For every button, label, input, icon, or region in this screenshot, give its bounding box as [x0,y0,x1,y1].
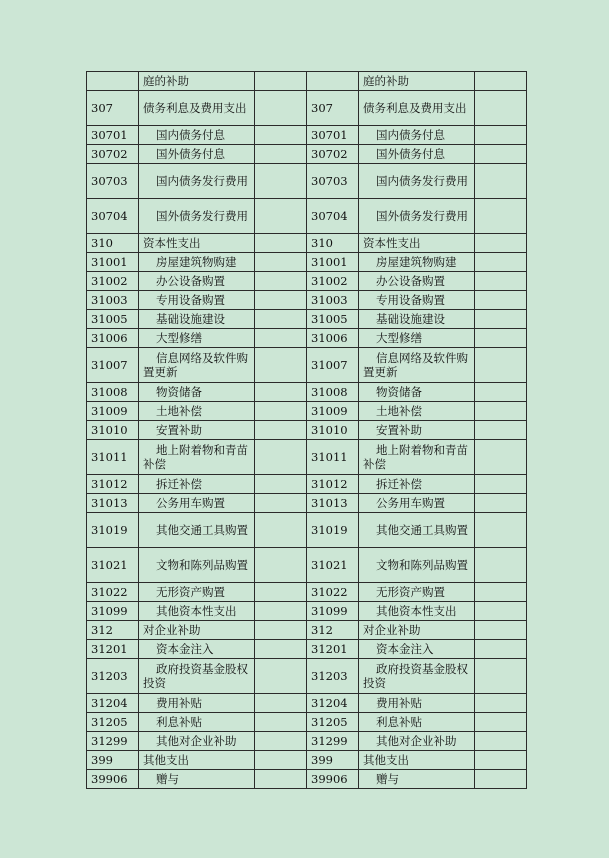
right-blank-cell [475,329,527,348]
left-code-cell: 31008 [87,383,139,402]
table-row [87,475,527,494]
left-code-cell: 31299 [87,732,139,751]
table-row [87,732,527,751]
right-code-cell: 307 [307,91,359,126]
table-row [87,272,527,291]
left-name-cell: 国内债务发行费用 [139,164,255,199]
table-row [87,199,527,234]
right-name-cell: 拆迁补偿 [359,475,475,494]
right-code-cell: 312 [307,621,359,640]
right-code-cell: 31205 [307,713,359,732]
table-row [87,291,527,310]
left-code-cell: 399 [87,751,139,770]
right-blank-cell [475,72,527,91]
right-blank-cell [475,145,527,164]
left-blank-cell [255,713,307,732]
right-name-cell: 债务利息及费用支出 [359,91,475,126]
left-name-cell: 物资储备 [139,383,255,402]
right-name-cell: 政府投资基金股权投资 [359,659,475,694]
right-code-cell: 31299 [307,732,359,751]
left-blank-cell [255,732,307,751]
left-blank-cell [255,640,307,659]
right-code-cell: 30703 [307,164,359,199]
right-blank-cell [475,402,527,421]
left-code-cell: 31011 [87,440,139,475]
left-blank-cell [255,513,307,548]
right-code-cell: 31013 [307,494,359,513]
right-name-cell: 房屋建筑物购建 [359,253,475,272]
right-code-cell: 31099 [307,602,359,621]
right-blank-cell [475,91,527,126]
left-code-cell [87,72,139,91]
left-code-cell: 31022 [87,583,139,602]
right-blank-cell [475,272,527,291]
left-name-cell: 政府投资基金股权投资 [139,659,255,694]
right-blank-cell [475,732,527,751]
left-name-cell: 专用设备购置 [139,291,255,310]
left-blank-cell [255,583,307,602]
table-row [87,513,527,548]
table-row [87,329,527,348]
left-code-cell: 31009 [87,402,139,421]
right-name-cell: 其他交通工具购置 [359,513,475,548]
table-row [87,621,527,640]
left-blank-cell [255,659,307,694]
right-code-cell: 31003 [307,291,359,310]
left-blank-cell [255,751,307,770]
left-name-cell: 对企业补助 [139,621,255,640]
left-blank-cell [255,602,307,621]
right-code-cell: 31005 [307,310,359,329]
table-row [87,145,527,164]
left-blank-cell [255,91,307,126]
left-code-cell: 31002 [87,272,139,291]
left-code-cell: 31201 [87,640,139,659]
left-name-cell: 办公设备购置 [139,272,255,291]
left-blank-cell [255,164,307,199]
left-name-cell: 大型修缮 [139,329,255,348]
right-code-cell: 31201 [307,640,359,659]
left-name-cell: 资本性支出 [139,234,255,253]
left-name-cell: 房屋建筑物购建 [139,253,255,272]
left-blank-cell [255,126,307,145]
table-row [87,234,527,253]
right-blank-cell [475,475,527,494]
table-row [87,694,527,713]
right-blank-cell [475,602,527,621]
left-blank-cell [255,272,307,291]
left-blank-cell [255,770,307,789]
left-blank-cell [255,548,307,583]
right-name-cell: 其他对企业补助 [359,732,475,751]
left-name-cell: 国外债务发行费用 [139,199,255,234]
right-blank-cell [475,421,527,440]
left-blank-cell [255,694,307,713]
expenditure-classification-table [86,71,527,789]
left-name-cell: 安置补助 [139,421,255,440]
left-code-cell: 31001 [87,253,139,272]
left-name-cell: 无形资产购置 [139,583,255,602]
left-name-cell: 庭的补助 [139,72,255,91]
table-row [87,713,527,732]
right-name-cell: 其他支出 [359,751,475,770]
left-name-cell: 文物和陈列品购置 [139,548,255,583]
table-row [87,751,527,770]
left-blank-cell [255,291,307,310]
table-row [87,91,527,126]
table-row [87,164,527,199]
right-blank-cell [475,770,527,789]
right-name-cell: 资本性支出 [359,234,475,253]
right-name-cell: 国外债务付息 [359,145,475,164]
left-blank-cell [255,421,307,440]
right-code-cell: 310 [307,234,359,253]
right-code-cell: 31006 [307,329,359,348]
left-blank-cell [255,329,307,348]
left-blank-cell [255,145,307,164]
left-blank-cell [255,199,307,234]
table-row [87,421,527,440]
table-body [87,72,527,789]
right-blank-cell [475,621,527,640]
left-name-cell: 其他支出 [139,751,255,770]
right-name-cell: 资本金注入 [359,640,475,659]
right-name-cell: 利息补贴 [359,713,475,732]
table-row [87,602,527,621]
left-code-cell: 31203 [87,659,139,694]
left-name-cell: 国外债务付息 [139,145,255,164]
table-row [87,548,527,583]
left-name-cell: 公务用车购置 [139,494,255,513]
right-name-cell: 赠与 [359,770,475,789]
right-blank-cell [475,383,527,402]
right-code-cell: 31007 [307,348,359,383]
left-name-cell: 利息补贴 [139,713,255,732]
right-code-cell [307,72,359,91]
left-code-cell: 31204 [87,694,139,713]
right-name-cell: 国内债务付息 [359,126,475,145]
right-blank-cell [475,583,527,602]
right-blank-cell [475,164,527,199]
left-blank-cell [255,440,307,475]
left-blank-cell [255,475,307,494]
left-name-cell: 土地补偿 [139,402,255,421]
right-code-cell: 31012 [307,475,359,494]
table-row [87,770,527,789]
right-name-cell: 公务用车购置 [359,494,475,513]
left-name-cell: 其他对企业补助 [139,732,255,751]
left-name-cell: 其他资本性支出 [139,602,255,621]
left-code-cell: 31205 [87,713,139,732]
table-row [87,253,527,272]
left-name-cell: 其他交通工具购置 [139,513,255,548]
left-name-cell: 基础设施建设 [139,310,255,329]
table-row [87,310,527,329]
right-code-cell: 31204 [307,694,359,713]
right-blank-cell [475,440,527,475]
right-blank-cell [475,310,527,329]
right-name-cell: 大型修缮 [359,329,475,348]
right-code-cell: 39906 [307,770,359,789]
right-code-cell: 31009 [307,402,359,421]
right-name-cell: 对企业补助 [359,621,475,640]
left-code-cell: 310 [87,234,139,253]
right-name-cell: 国外债务发行费用 [359,199,475,234]
left-blank-cell [255,234,307,253]
table-row [87,640,527,659]
left-blank-cell [255,494,307,513]
right-name-cell: 安置补助 [359,421,475,440]
right-code-cell: 31021 [307,548,359,583]
right-name-cell: 国内债务发行费用 [359,164,475,199]
left-code-cell: 31012 [87,475,139,494]
left-name-cell: 债务利息及费用支出 [139,91,255,126]
right-code-cell: 31002 [307,272,359,291]
right-blank-cell [475,513,527,548]
left-blank-cell [255,72,307,91]
left-name-cell: 费用补贴 [139,694,255,713]
right-blank-cell [475,751,527,770]
right-code-cell: 30704 [307,199,359,234]
left-code-cell: 30702 [87,145,139,164]
left-blank-cell [255,253,307,272]
left-name-cell: 拆迁补偿 [139,475,255,494]
left-code-cell: 31003 [87,291,139,310]
left-code-cell: 30701 [87,126,139,145]
left-code-cell: 31006 [87,329,139,348]
right-blank-cell [475,640,527,659]
table-row [87,402,527,421]
left-name-cell: 赠与 [139,770,255,789]
right-name-cell: 无形资产购置 [359,583,475,602]
left-code-cell: 30703 [87,164,139,199]
left-code-cell: 307 [87,91,139,126]
right-name-cell: 土地补偿 [359,402,475,421]
right-name-cell: 庭的补助 [359,72,475,91]
left-code-cell: 31013 [87,494,139,513]
table-row [87,126,527,145]
left-code-cell: 31021 [87,548,139,583]
left-code-cell: 31010 [87,421,139,440]
right-name-cell: 物资储备 [359,383,475,402]
right-code-cell: 31010 [307,421,359,440]
right-blank-cell [475,348,527,383]
right-name-cell: 其他资本性支出 [359,602,475,621]
right-blank-cell [475,713,527,732]
right-name-cell: 信息网络及软件购置更新 [359,348,475,383]
right-name-cell: 地上附着物和青苗补偿 [359,440,475,475]
table-row [87,583,527,602]
left-code-cell: 39906 [87,770,139,789]
right-name-cell: 基础设施建设 [359,310,475,329]
right-code-cell: 30702 [307,145,359,164]
right-blank-cell [475,659,527,694]
right-code-cell: 31019 [307,513,359,548]
right-blank-cell [475,694,527,713]
right-code-cell: 30701 [307,126,359,145]
right-name-cell: 办公设备购置 [359,272,475,291]
right-blank-cell [475,548,527,583]
left-blank-cell [255,310,307,329]
right-blank-cell [475,234,527,253]
right-blank-cell [475,199,527,234]
right-code-cell: 31008 [307,383,359,402]
right-name-cell: 文物和陈列品购置 [359,548,475,583]
right-name-cell: 费用补贴 [359,694,475,713]
right-name-cell: 专用设备购置 [359,291,475,310]
right-blank-cell [475,126,527,145]
table-row [87,72,527,91]
left-code-cell: 31019 [87,513,139,548]
left-name-cell: 国内债务付息 [139,126,255,145]
left-code-cell: 31099 [87,602,139,621]
right-code-cell: 399 [307,751,359,770]
left-name-cell: 资本金注入 [139,640,255,659]
left-blank-cell [255,402,307,421]
left-code-cell: 31005 [87,310,139,329]
table-row [87,348,527,383]
left-blank-cell [255,621,307,640]
right-code-cell: 31011 [307,440,359,475]
right-code-cell: 31022 [307,583,359,602]
table-row [87,494,527,513]
table-row [87,659,527,694]
left-name-cell: 地上附着物和青苗补偿 [139,440,255,475]
left-code-cell: 312 [87,621,139,640]
right-blank-cell [475,494,527,513]
right-blank-cell [475,291,527,310]
table-row [87,383,527,402]
right-code-cell: 31001 [307,253,359,272]
table-row [87,440,527,475]
right-blank-cell [475,253,527,272]
right-code-cell: 31203 [307,659,359,694]
left-blank-cell [255,383,307,402]
left-name-cell: 信息网络及软件购置更新 [139,348,255,383]
left-code-cell: 30704 [87,199,139,234]
left-code-cell: 31007 [87,348,139,383]
left-blank-cell [255,348,307,383]
